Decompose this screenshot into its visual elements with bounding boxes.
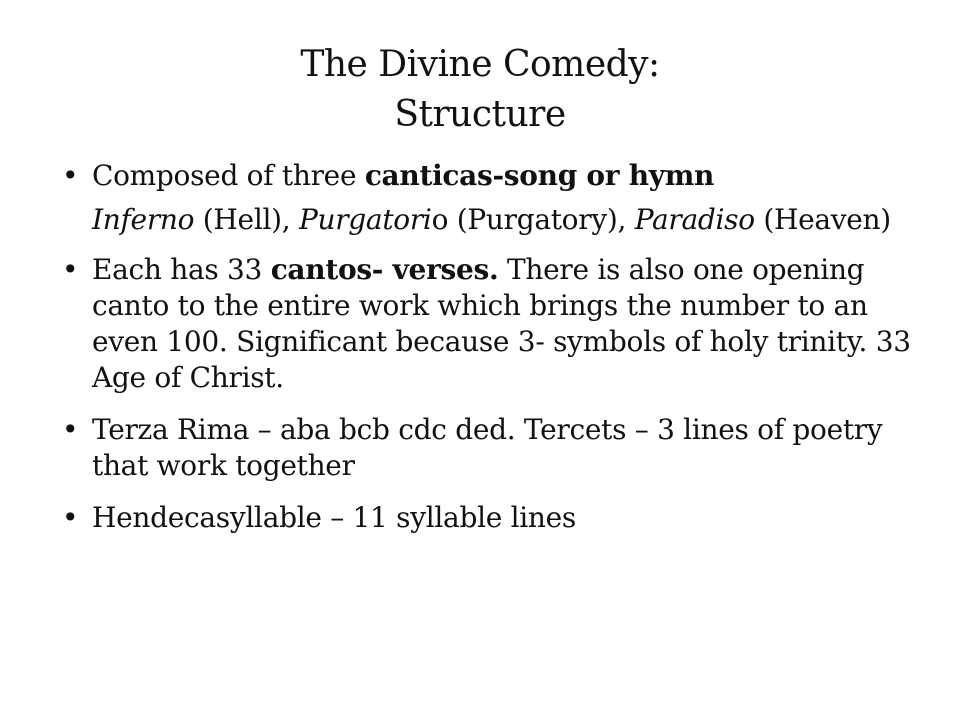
bullet-terza-rima-text: Terza Rima – aba bcb cdc ded. Tercets – 3 lines of poetry that work together	[92, 413, 883, 482]
bullet-cantos-rest: There is also one opening canto to the entire work which brings the number to an even 100. Significant because 3- symbols of holy trinity. 33 Age of Christ.	[92, 253, 911, 394]
bullet-cantos-bold: cantos- verses.	[270, 253, 499, 286]
slide-title	[0, 40, 960, 140]
bullet-dot: •	[62, 253, 79, 286]
bullet-canticas-bold: canticas-song or hymn	[364, 159, 715, 192]
paradiso-label: Paradiso	[634, 203, 755, 236]
bullet-hendecasyllable	[62, 500, 932, 536]
purgatorio-label-italic: Purgatori	[298, 203, 432, 236]
canticas-list	[92, 202, 932, 238]
inferno-label: Inferno	[92, 203, 195, 236]
bullet-dot: •	[62, 159, 79, 192]
purgatorio-label-tail: o (Purgatory),	[431, 203, 635, 236]
bullet-canticas	[62, 158, 932, 238]
bullet-list	[62, 158, 932, 548]
bullet-cantos-intro: Each has 33	[92, 253, 271, 286]
bullet-hendecasyllable-text: Hendecasyllable – 11 syllable lines	[92, 501, 576, 534]
bullet-canticas-intro: Composed of three	[92, 159, 365, 192]
bullet-dot: •	[62, 501, 79, 534]
bullet-dot: •	[62, 413, 79, 446]
bullet-cantos	[62, 252, 932, 396]
title-line-1: The Divine Comedy:	[300, 44, 660, 85]
bullet-terza-rima	[62, 412, 932, 484]
inferno-gloss: (Hell),	[194, 203, 299, 236]
paradiso-gloss: (Heaven)	[754, 203, 891, 236]
title-line-2: Structure	[394, 94, 566, 135]
